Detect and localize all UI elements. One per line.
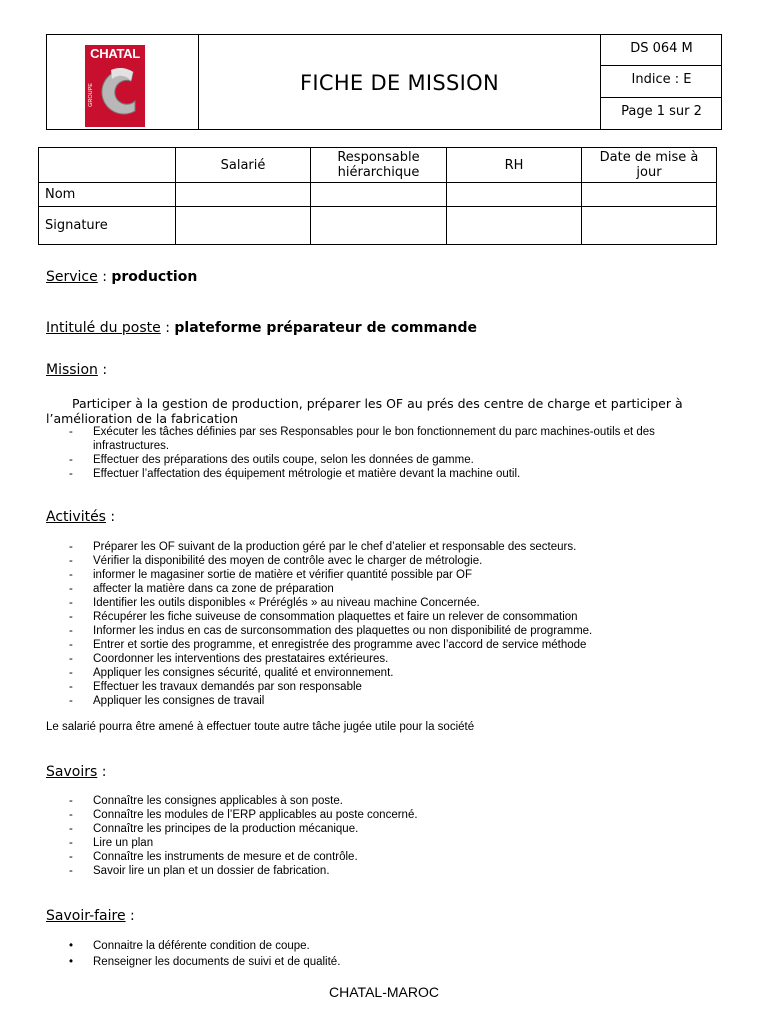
table-header-row [39,148,717,183]
list-item: - Connaître les modules de l’ERP applicables au poste concerné. [69,809,418,821]
header-cell-empty [39,148,176,183]
table-row [39,207,717,245]
job-title-line: Intitulé du poste : plateforme préparateur de commande [46,320,478,336]
list-item: • Renseigner les documents de suivi et de qualité. [69,956,341,968]
service-label: Service [46,269,98,285]
activities-note: Le salarié pourra être amené à effectuer toute autre tâche jugée utile pour la société [46,721,475,733]
chatal-logo [85,45,145,125]
knowledge-list [46,794,726,878]
header-cell-rh: RH [447,148,582,183]
know-how-list [46,938,726,970]
list-item: - Connaître les consignes applicables à son poste. [69,795,343,807]
knowledge-heading: Savoirs : [46,764,107,780]
svg-text:CHATAL: CHATAL [90,46,140,61]
mission-list [46,425,716,481]
list-item: - Informer les indus en cas de surconsommation des plaquettes ou non disponibilité de programme. [69,625,593,637]
page-number: Page 1 sur 2 [621,104,702,119]
list-item: - Effectuer des préparations des outils coupe, selon les données de gamme. [69,454,474,466]
cell-signature-salarie [176,207,311,245]
cell-signature-responsable [311,207,447,245]
list-item: - Appliquer les consignes de travail [69,695,265,707]
doc-reference: DS 064 M [630,41,693,56]
job-title-label: Intitulé du poste [46,320,161,336]
list-item: - Coordonner les interventions des prestataires extérieures. [69,653,389,665]
list-item: - Vérifier la disponibilité des moyen de contrôle avec le charger de métrologie. [69,555,483,567]
svg-text:GROUPE: GROUPE [88,83,94,107]
document-title: FICHE DE MISSION [300,71,499,95]
table-row [39,183,717,207]
header-cell-date: Date de mise à jour [582,148,717,183]
list-item: - Connaître les principes de la production mécanique. [69,823,359,835]
list-item: - Connaître les instruments de mesure et de contrôle. [69,851,358,863]
list-item: - Appliquer les consignes sécurité, qualité et environnement. [69,667,394,679]
cell-nom-rh [447,183,582,207]
list-item: - Exécuter les tâches définies par ses Responsables pour le bon fonctionnement du parc machines-outils et des infrastructures. [69,426,655,452]
row-label-nom: Nom [39,183,176,207]
approval-table [38,147,717,245]
cell-nom-salarie [176,183,311,207]
list-item: - Savoir lire un plan et un dossier de fabrication. [69,865,330,877]
document-header [46,34,722,130]
service-value: production [111,269,198,285]
list-item: - Lire un plan [69,837,154,849]
list-item: - Effectuer l’affectation des équipement métrologie et matière devant la machine outil. [69,468,521,480]
list-item: - informer le magasiner sortie de matière et vérifier quantité possible par OF [69,569,473,581]
header-cell-responsable: Responsable hiérarchique [311,148,447,183]
page-footer: CHATAL-MAROC [329,984,439,1000]
list-item: - Effectuer les travaux demandés par son responsable [69,681,362,693]
cell-signature-date [582,207,717,245]
mission-intro: Participer à la gestion de production, préparer les OF au prés des centre de charge et participer à l’amélioration de la fabrication [46,396,683,426]
know-how-heading: Savoir-faire : [46,908,135,924]
list-item: - Entrer et sortie des programme, et enregistrée des programme avec l’accord de service méthode [69,639,587,651]
service-line: Service : production [46,269,198,285]
doc-index: Indice : E [631,72,692,87]
job-title-value: plateforme préparateur de commande [174,320,478,336]
cell-signature-rh [447,207,582,245]
list-item: • Connaitre la déférente condition de coupe. [69,940,310,952]
activities-heading: Activités : [46,509,116,525]
list-item: - affecter la matière dans ca zone de préparation [69,583,334,595]
cell-nom-date [582,183,717,207]
row-label-signature: Signature [39,207,176,245]
mission-heading: Mission : [46,362,108,378]
list-item: - Récupérer les fiche suiveuse de consommation plaquettes et faire un relever de consommation [69,611,578,623]
cell-nom-responsable [311,183,447,207]
header-cell-salarie: Salarié [176,148,311,183]
list-item: - Préparer les OF suivant de la production géré par le chef d’atelier et responsable des secteurs. [69,541,577,553]
list-item: - Identifier les outils disponibles « Préréglés » au niveau machine Concernée. [69,597,480,609]
activities-list [46,540,726,708]
